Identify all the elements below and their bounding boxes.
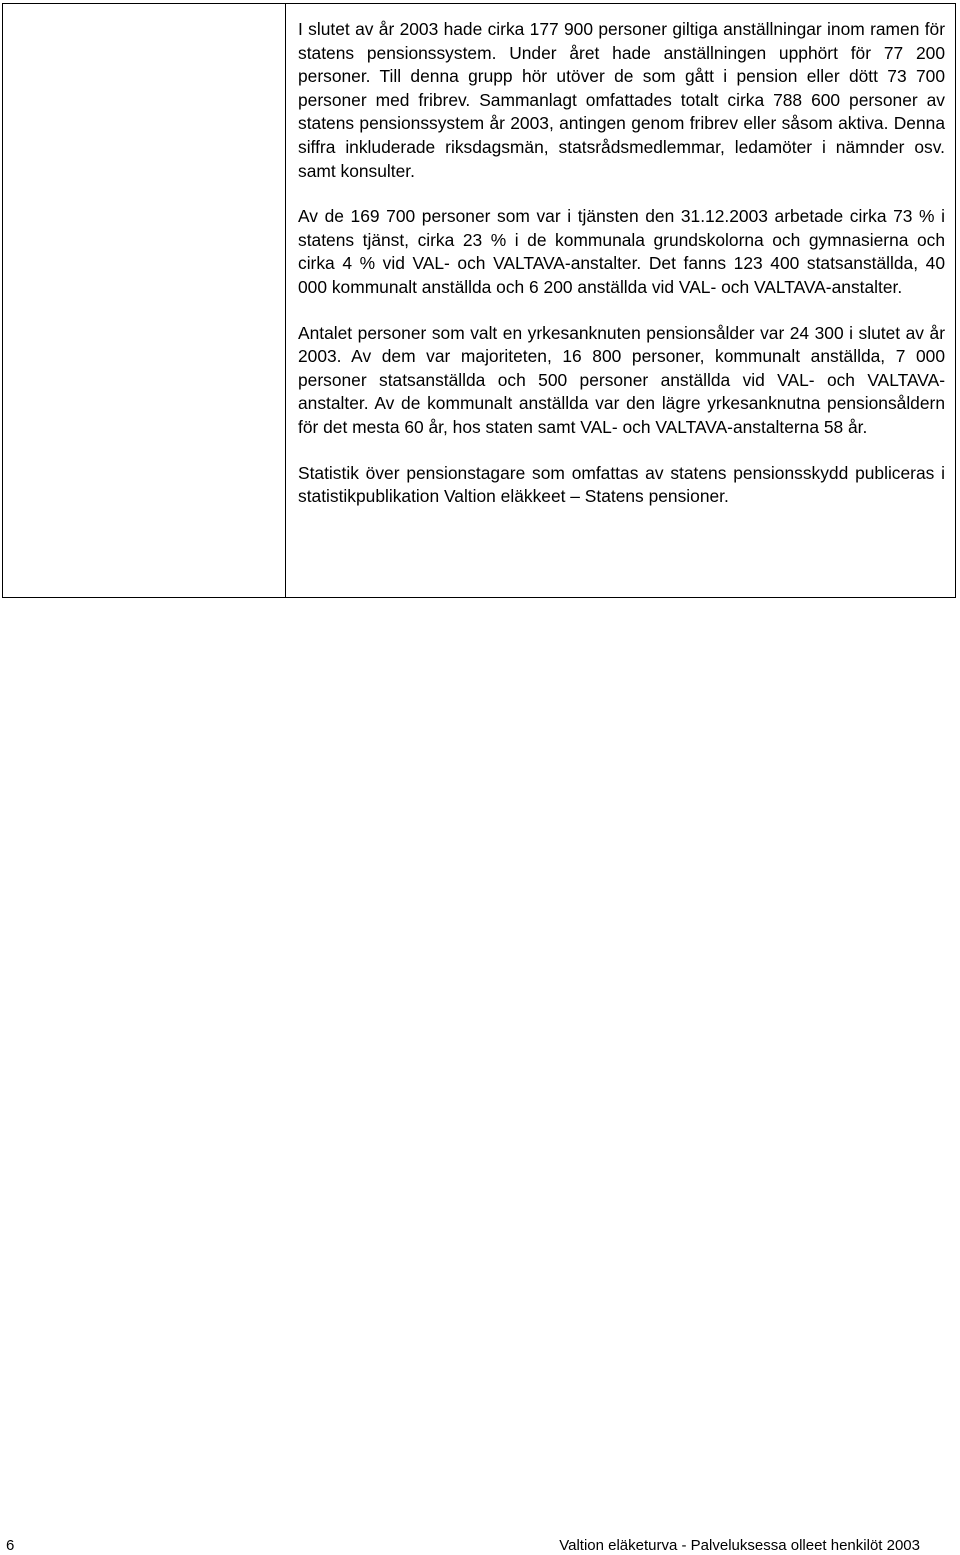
- paragraph-employment-distribution: Av de 169 700 personer som var i tjänsten den 31.12.2003 arbetade cirka 73 % i statens tjänst, cirka 23 % i de kommunala grundskolorna och gymnasierna och cirka 4 % vid VAL- och VALTAVA-anstalter. Det fanns 123 400 statsanställda, 40 000 kommunalt anställda och 6 200 anställda vid VAL- och VALTAVA-anstalter.: [298, 206, 945, 297]
- text-cell: [286, 4, 955, 597]
- publication-title: Valtion eläketurva - Palveluksessa olleet henkilöt 2003: [559, 1537, 920, 1554]
- paragraph-statistics-publication: Statistik över pensionstagare som omfattas av statens pensionsskydd publiceras i statistikpublikation Valtion eläkkeet – Statens pensioner.: [298, 462, 945, 507]
- paragraph-employment-totals: I slutet av år 2003 hade cirka 177 900 personer giltiga anställningar inom ramen för statens pensionssystem. Under året hade anställningen upphört för 77 200 personer. Till denna grupp hör utöver de som gått i pension eller dött 73 700 personer med fribrev. Sammanlagt omfattades totalt cirka 788 600 personer av statens pensionssystem år 2003, antingen genom fribrev eller såsom aktiva. Denna siffra inkluderade riksdagsmän, statsrådsmedlemmar, ledamöter i nämnder osv. samt konsulter.: [298, 19, 945, 181]
- content-table: [2, 3, 956, 598]
- page-number: 6: [6, 1537, 15, 1554]
- left-margin-cell: [3, 4, 286, 597]
- page-footer: [0, 1537, 960, 1555]
- paragraph-pension-age: Antalet personer som valt en yrkesanknuten pensionsålder var 24 300 i slutet av år 2003. Av dem var majoriteten, 16 800 personer, kommunalt anställda, 7 000 personer statsanställda och 500 personer anställda vid VAL- och VALTAVA-anstalter. Av de kommunalt anställda var den lägre yrkesanknutna pensionsåldern för det mesta 60 år, hos staten samt VAL- och VALTAVA-anstalterna 58 år.: [298, 322, 945, 437]
